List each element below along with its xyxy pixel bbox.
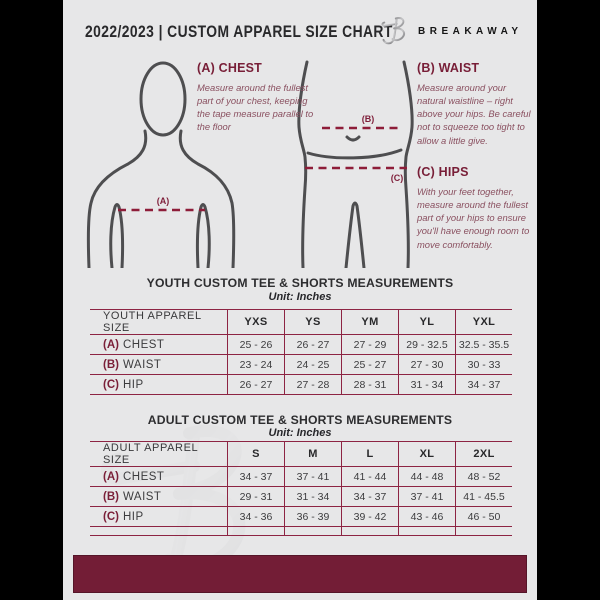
left-shoulder-arm (88, 131, 145, 268)
cell: 44 - 48 (398, 467, 455, 486)
cell: 29 - 31 (227, 487, 284, 506)
adult-size-label: ADULT APPAREL SIZE (103, 442, 198, 466)
adult-waist-row (90, 487, 512, 507)
inner-leg-lines (346, 203, 364, 268)
adult-size-l: L (341, 442, 398, 466)
cell: 27 - 29 (341, 335, 398, 354)
cell: 27 - 28 (284, 375, 341, 394)
youth-table-unit: Unit: Inches (268, 291, 332, 303)
waist-line-label: (B) (361, 114, 375, 124)
row-name: WAIST (122, 490, 162, 503)
row-key: (C) (103, 378, 119, 391)
row-name: HIP (122, 510, 144, 523)
hips-line-label: (C) (390, 173, 404, 183)
empty-cell (90, 527, 227, 535)
empty-cell (341, 527, 398, 535)
cell: 43 - 46 (398, 507, 455, 526)
adult-table-title: ADULT CUSTOM TEE & SHORTS MEASUREMENTS (147, 413, 453, 427)
cell: 29 - 32.5 (398, 335, 455, 354)
chest-body-text: Measure around the fullest part of your chest, keeping the tape measure parallel to the floor (197, 82, 314, 133)
youth-size-table (90, 309, 512, 395)
empty-cell (284, 527, 341, 535)
cell: 24 - 25 (284, 355, 341, 374)
cell: 37 - 41 (284, 467, 341, 486)
cell: 26 - 27 (284, 335, 341, 354)
youth-waist-row (90, 355, 512, 375)
adult-chest-row (90, 467, 512, 487)
adult-table-unit: Unit: Inches (268, 427, 332, 439)
adult-size-2xl: 2XL (455, 442, 512, 466)
youth-header-row (90, 310, 512, 335)
row-key: (B) (103, 490, 119, 503)
cell: 39 - 42 (341, 507, 398, 526)
brand-name: BREAKAWAY (418, 26, 523, 37)
cell: 46 - 50 (455, 507, 512, 526)
empty-cell (455, 527, 512, 535)
youth-size-label: YOUTH APPAREL SIZE (103, 310, 202, 334)
waist-body-text: Measure around your natural waistline – right above your hips. Be careful not to squeeze too tight to allow a little give. (417, 82, 531, 146)
empty-cell (227, 527, 284, 535)
cell: 27 - 30 (398, 355, 455, 374)
head-outline (141, 63, 185, 135)
navel-mark (347, 137, 359, 140)
row-key: (C) (103, 510, 119, 523)
adult-size-m: M (284, 442, 341, 466)
cell: 30 - 33 (455, 355, 512, 374)
cell: 36 - 39 (284, 507, 341, 526)
youth-size-yxl: YXL (455, 310, 512, 334)
cell: 25 - 26 (227, 335, 284, 354)
row-name: CHEST (122, 470, 165, 483)
empty-cell (398, 527, 455, 535)
hip-curve-line (308, 150, 401, 158)
hips-instructions (417, 165, 535, 251)
cell: 31 - 34 (284, 487, 341, 506)
youth-size-ym: YM (341, 310, 398, 334)
cell: 23 - 24 (227, 355, 284, 374)
row-label (90, 487, 227, 506)
youth-table-title: YOUTH CUSTOM TEE & SHORTS MEASUREMENTS (146, 276, 454, 290)
cell: 37 - 41 (398, 487, 455, 506)
youth-size-yl: YL (398, 310, 455, 334)
adult-hip-row (90, 507, 512, 527)
youth-hip-row (90, 375, 512, 395)
cell: 25 - 27 (341, 355, 398, 374)
row-name: HIP (122, 378, 144, 391)
row-name: CHEST (122, 338, 165, 351)
row-label (90, 375, 227, 394)
cell: 28 - 31 (341, 375, 398, 394)
youth-chest-row (90, 335, 512, 355)
adult-size-s: S (227, 442, 284, 466)
right-shoulder-arm (180, 131, 233, 268)
waist-heading: (B) WAIST (417, 61, 480, 75)
cell: 31 - 34 (398, 375, 455, 394)
cell: 32.5 - 35.5 (455, 335, 512, 354)
row-label (90, 335, 227, 354)
row-key: (A) (103, 338, 119, 351)
page-title: 2022/2023 | CUSTOM APPAREL SIZE CHART (85, 23, 393, 41)
row-label (90, 467, 227, 486)
cell: 26 - 27 (227, 375, 284, 394)
chest-instructions (197, 61, 315, 134)
cell: 34 - 37 (455, 375, 512, 394)
row-key: (A) (103, 470, 119, 483)
chest-line-label: (A) (156, 196, 170, 206)
adult-header-row (90, 442, 512, 467)
right-armpit-line (197, 205, 209, 269)
footer-accent-bar (73, 555, 527, 593)
cell: 34 - 37 (341, 487, 398, 506)
hips-heading: (C) HIPS (417, 165, 469, 179)
hips-body-text: With your feet together, measure around the fullest part of your hips to ensure you'll have enough room to move comfortably. (417, 186, 530, 250)
row-label (90, 507, 227, 526)
row-name: WAIST (122, 358, 162, 371)
adult-size-xl: XL (398, 442, 455, 466)
cell: 48 - 52 (455, 467, 512, 486)
cell: 34 - 36 (227, 507, 284, 526)
cell: 34 - 37 (227, 467, 284, 486)
row-label (90, 355, 227, 374)
cell: 41 - 44 (341, 467, 398, 486)
breakaway-logo-icon (381, 15, 409, 45)
adult-empty-row (90, 527, 512, 536)
waist-instructions (417, 61, 535, 147)
row-key: (B) (103, 358, 119, 371)
cell: 41 - 45.5 (455, 487, 512, 506)
chest-heading: (A) CHEST (197, 61, 262, 75)
left-armpit-line (111, 205, 123, 269)
adult-size-table (90, 441, 512, 536)
youth-size-ys: YS (284, 310, 341, 334)
right-hip-leg-outline (404, 62, 412, 268)
size-chart-page (63, 0, 537, 600)
youth-size-yxs: YXS (227, 310, 284, 334)
